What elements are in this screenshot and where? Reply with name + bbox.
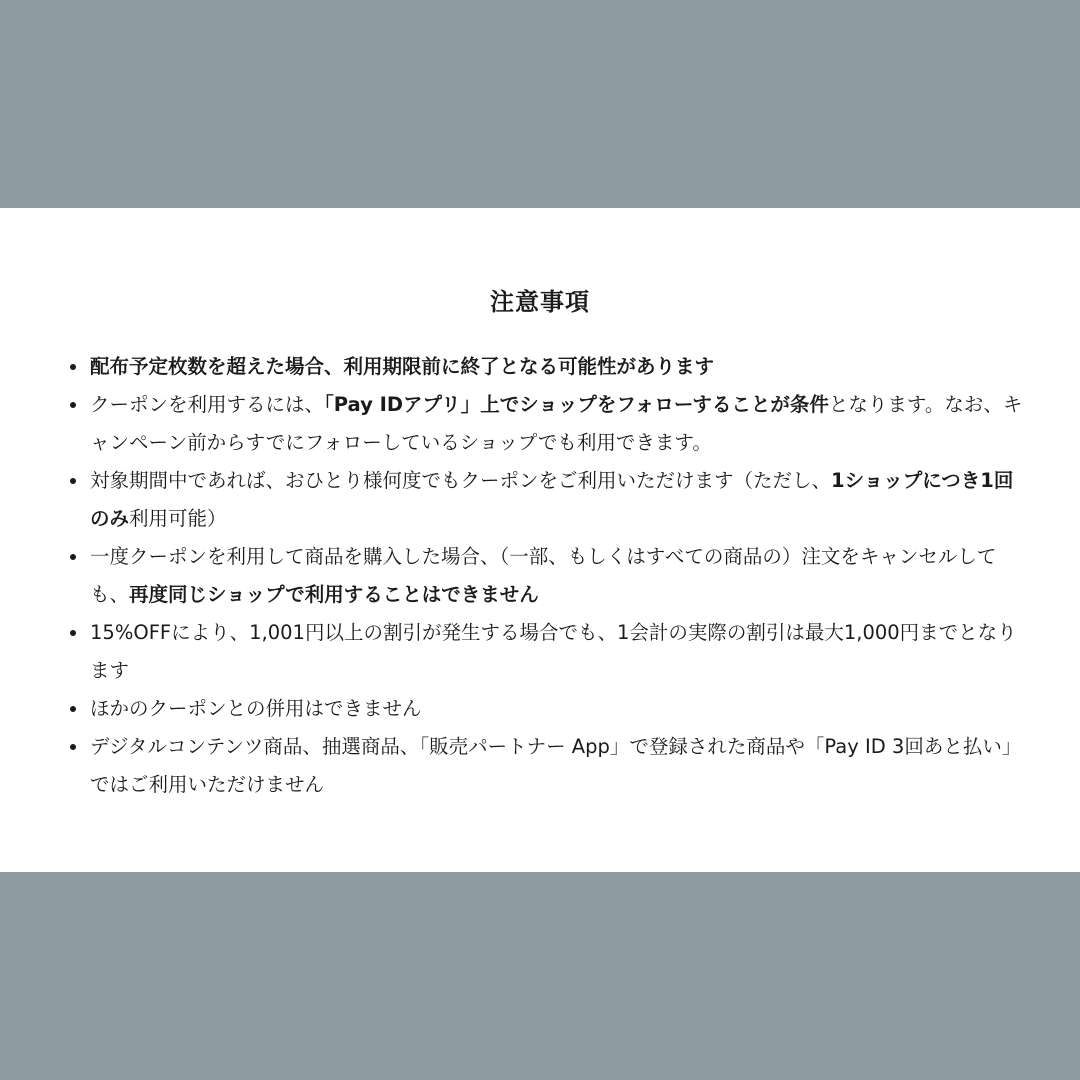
notice-panel	[0, 208, 1080, 872]
notice-text: 15%OFFにより、1,001円以上の割引が発生する場合でも、1会計の実際の割引は最大1,000円までとなります	[90, 621, 1017, 682]
notice-item	[90, 614, 1030, 690]
notice-title: 注意事項	[490, 288, 590, 316]
notice-list	[90, 348, 1030, 804]
notice-text-bold: 再度同じショップで利用することはできません	[129, 583, 539, 606]
notice-text: 対象期間中であれば、おひとり様何度でもクーポンをご利用いただけます（ただし、	[90, 469, 832, 492]
notice-item	[90, 538, 1030, 614]
notice-item	[90, 690, 1030, 728]
notice-text: デジタルコンテンツ商品、抽選商品、「販売パートナー App」で登録された商品や「Pay ID 3回あと払い」ではご利用いただけません	[90, 735, 1022, 796]
notice-text-bold: 「Pay IDアプリ」上でショップをフォローすることが条件	[324, 393, 829, 416]
notice-text: クーポンを利用するには、	[90, 393, 325, 416]
notice-text: ほかのクーポンとの併用はできません	[90, 697, 422, 720]
bottom-band	[0, 872, 1080, 1080]
notice-item	[90, 386, 1030, 462]
notice-item	[90, 728, 1030, 804]
notice-item	[90, 462, 1030, 538]
top-band	[0, 0, 1080, 208]
notice-text: 利用可能）	[129, 507, 227, 530]
notice-text: 一度クーポンを利用して商品を購入した場合、（一部、もしくはすべての商品の）注文をキャンセルしても、	[90, 545, 997, 606]
notice-text-bold: 1ショップにつき1回のみ	[90, 469, 1014, 530]
notice-text: 配布予定枚数を超えた場合、利用期限前に終了となる可能性があります	[90, 355, 715, 378]
notice-item	[90, 348, 1030, 386]
notice-text: となります。なお、キャンペーン前からすでにフォローしているショップでも利用できます。	[90, 393, 1023, 454]
